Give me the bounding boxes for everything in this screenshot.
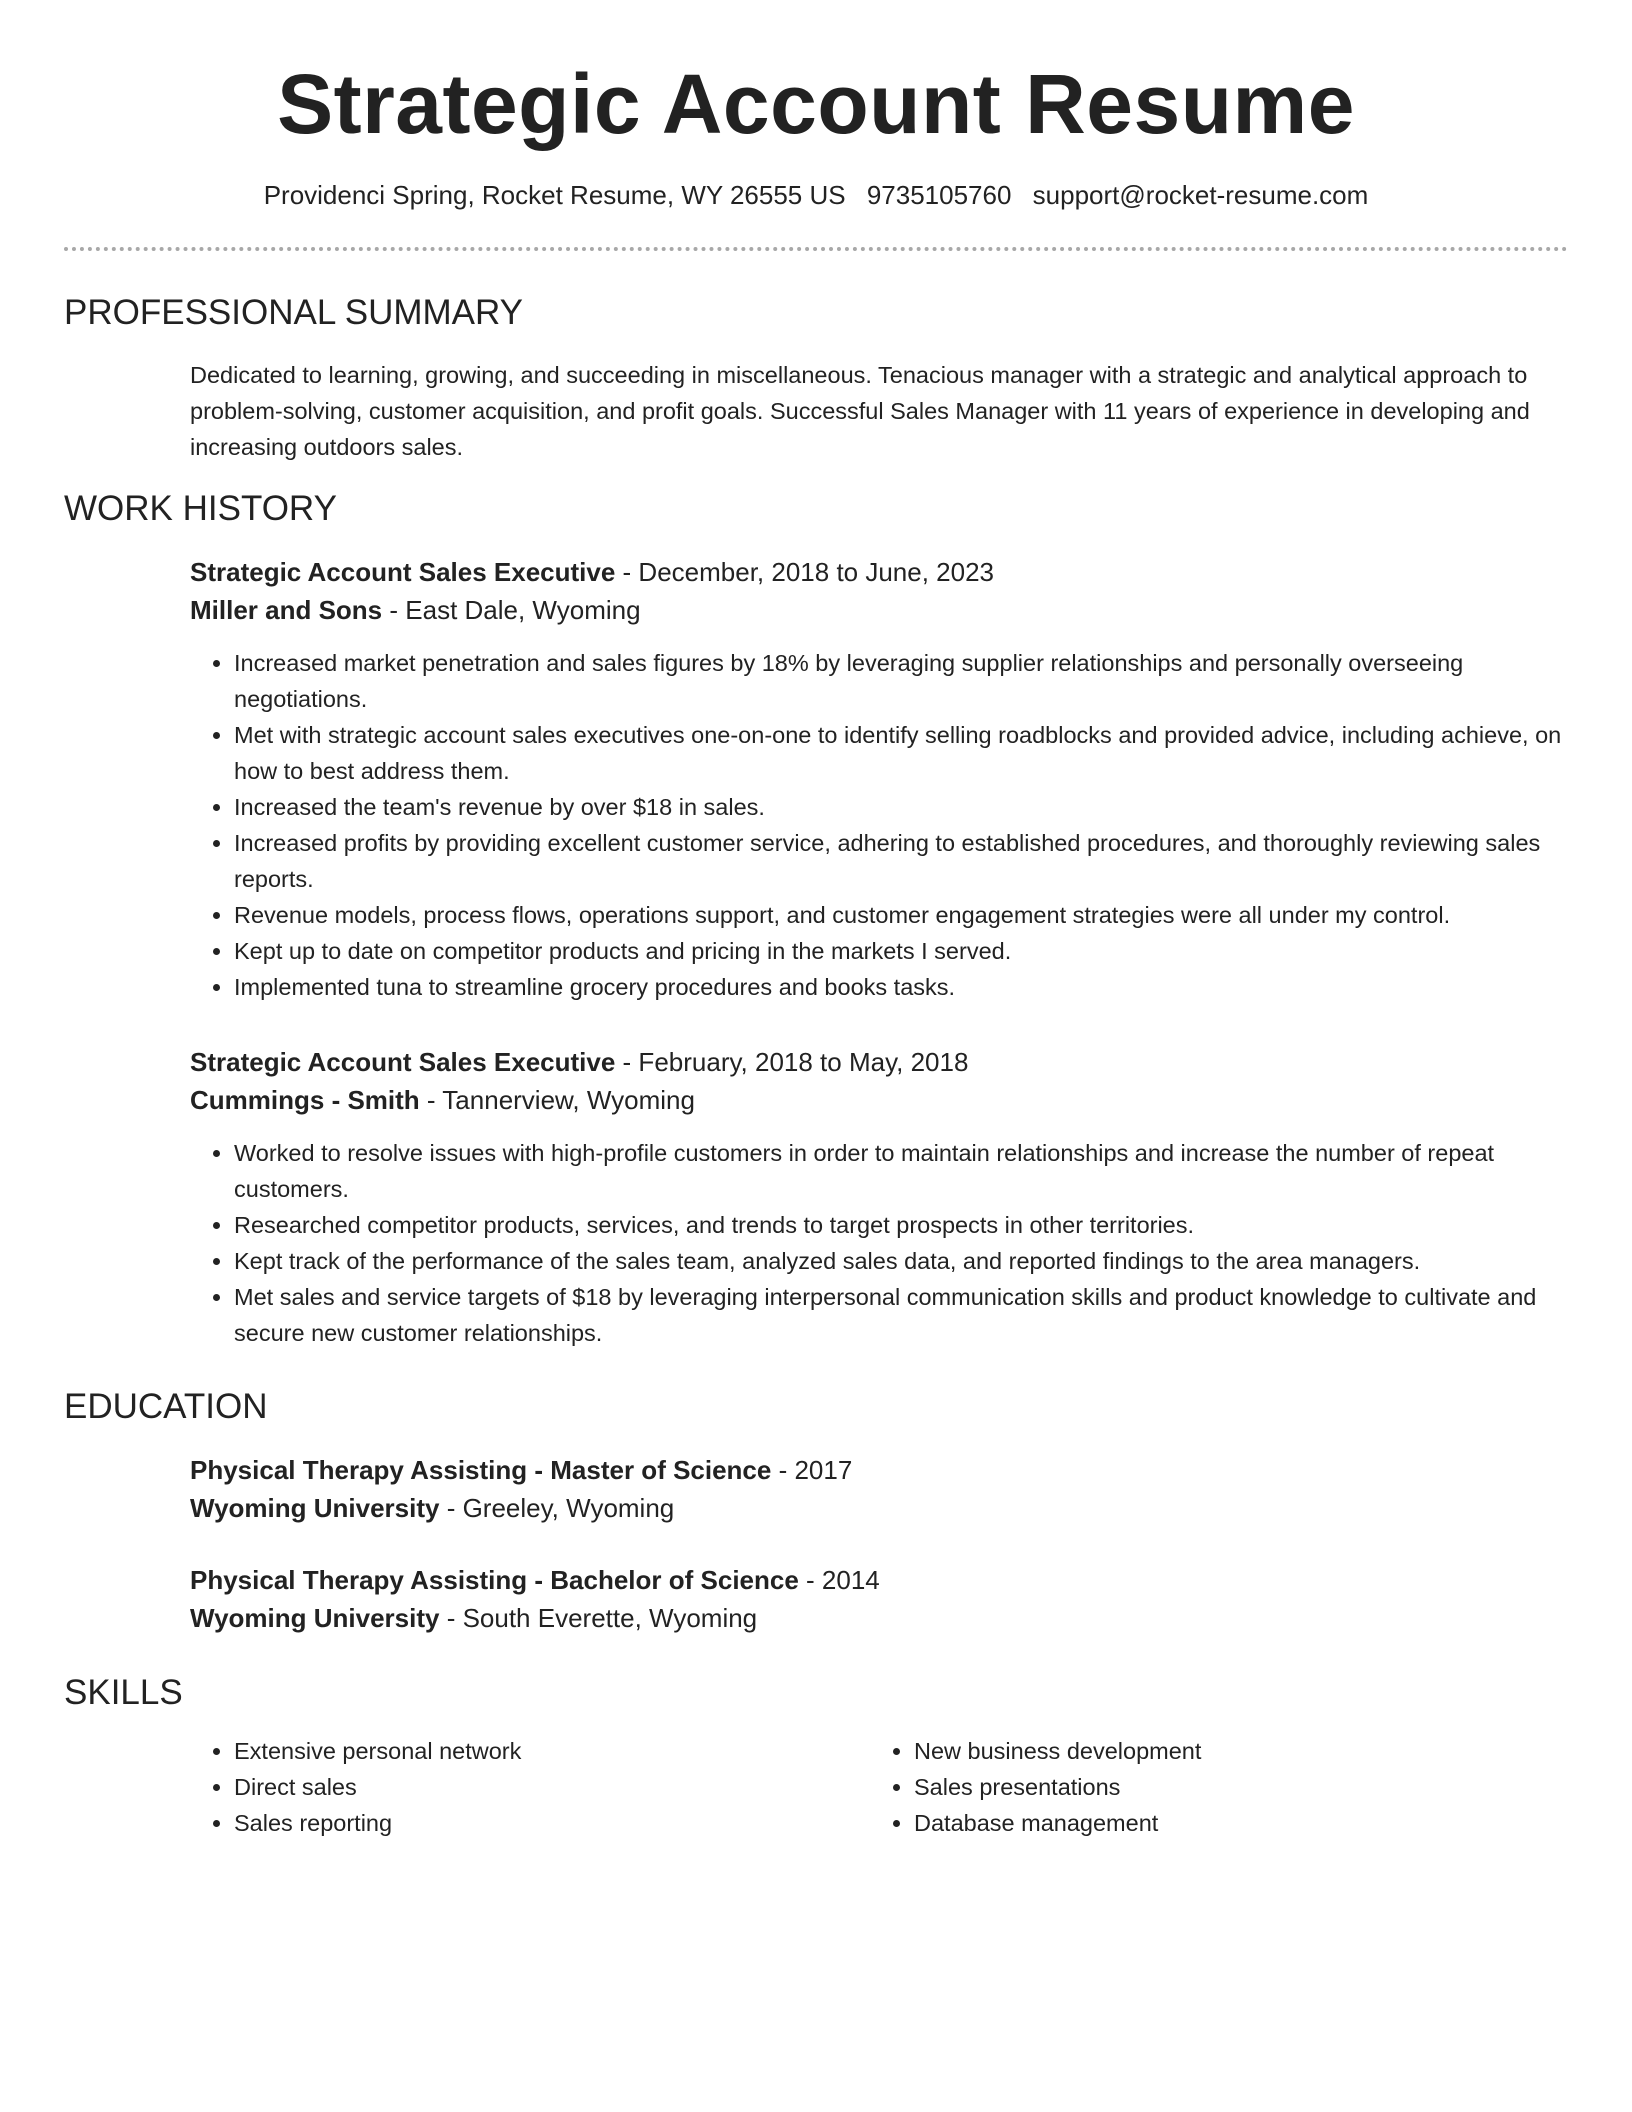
education-heading: EDUCATION (64, 1387, 268, 1426)
resume-name: Strategic Account Resume (277, 57, 1355, 151)
job-bullet: • Increased the team's revenue by over $18 in sales. (234, 789, 1568, 825)
contact-line (64, 178, 1568, 212)
job-bullets (190, 645, 1568, 1005)
school-name: Wyoming University (190, 1493, 440, 1523)
job-entry (190, 553, 1568, 1005)
summary-section (64, 291, 1568, 465)
job-bullet: • Researched competitor products, services, and trends to target prospects in other territories. (234, 1207, 1568, 1243)
skills-column-left (190, 1733, 870, 1841)
job-bullet: • Worked to resolve issues with high-profile customers in order to maintain relationships and increase the number of repeat customers. (234, 1135, 1568, 1207)
skill-item: • Direct sales (234, 1769, 870, 1805)
skill-item: • Sales reporting (234, 1805, 870, 1841)
job-bullet: • Implemented tuna to streamline grocery procedures and books tasks. (234, 969, 1568, 1005)
resume-page (64, 0, 1568, 1841)
skills-list (190, 1733, 870, 1841)
job-company: Cummings - Smith (190, 1085, 420, 1115)
summary-text: Dedicated to learning, growing, and succeeding in miscellaneous. Tenacious manager with a strategic and analytical approach to problem-solving, customer acquisition, and profit goals. Successful Sales Manager with 11 years of experience in developing and increasing outdoors sales. (190, 362, 1530, 460)
summary-heading: PROFESSIONAL SUMMARY (64, 293, 523, 332)
skills-column-right (870, 1733, 1550, 1841)
education-section (64, 1385, 1568, 1637)
contact-email: support@rocket-resume.com (1032, 180, 1369, 210)
skill-item: • Database management (914, 1805, 1550, 1841)
degree-year: - 2017 (771, 1455, 853, 1485)
job-title-line (190, 1043, 1568, 1081)
job-location: - Tannerview, Wyoming (419, 1085, 695, 1115)
job-dates: - December, 2018 to June, 2023 (615, 557, 995, 587)
work-history-section (64, 487, 1568, 1351)
job-role: Strategic Account Sales Executive (190, 557, 616, 587)
education-entry (190, 1561, 1568, 1637)
header-divider (64, 247, 1568, 251)
job-company-line (190, 1081, 1568, 1119)
skills-heading: SKILLS (64, 1673, 183, 1712)
education-entry (190, 1451, 1568, 1527)
school-location: - South Everette, Wyoming (439, 1603, 758, 1633)
job-bullets (190, 1135, 1568, 1351)
skill-item: • Extensive personal network (234, 1733, 870, 1769)
job-company: Miller and Sons (190, 595, 383, 625)
degree-name: Physical Therapy Assisting - Bachelor of Science (190, 1565, 799, 1595)
degree-name: Physical Therapy Assisting - Master of Science (190, 1455, 772, 1485)
skill-item: • Sales presentations (914, 1769, 1550, 1805)
job-bullet: • Met with strategic account sales executives one-on-one to identify selling roadblocks and provided advice, including achieve, on how to best address them. (234, 717, 1568, 789)
degree-year: - 2014 (798, 1565, 880, 1595)
skills-section (64, 1671, 1568, 1841)
job-bullet: • Met sales and service targets of $18 by leveraging interpersonal communication skills and product knowledge to cultivate and secure new customer relationships. (234, 1279, 1568, 1351)
degree-line (190, 1451, 1568, 1489)
job-entry (190, 1043, 1568, 1351)
school-line (190, 1599, 1568, 1637)
job-bullet: • Kept track of the performance of the sales team, analyzed sales data, and reported findings to the area managers. (234, 1243, 1568, 1279)
job-title-line (190, 553, 1568, 591)
skills-list (870, 1733, 1550, 1841)
job-bullet: • Increased market penetration and sales figures by 18% by leveraging supplier relationships and personally overseeing negotiations. (234, 645, 1568, 717)
job-dates: - February, 2018 to May, 2018 (615, 1047, 969, 1077)
job-location: - East Dale, Wyoming (382, 595, 641, 625)
skill-item: • New business development (914, 1733, 1550, 1769)
contact-phone: 9735105760 (866, 180, 1012, 210)
school-line (190, 1489, 1568, 1527)
school-name: Wyoming University (190, 1603, 440, 1633)
job-role: Strategic Account Sales Executive (190, 1047, 616, 1077)
skills-grid (190, 1733, 1568, 1841)
job-bullet: • Kept up to date on competitor products and pricing in the markets I served. (234, 933, 1568, 969)
job-company-line (190, 591, 1568, 629)
degree-line (190, 1561, 1568, 1599)
work-history-heading: WORK HISTORY (64, 489, 337, 528)
contact-address: Providenci Spring, Rocket Resume, WY 26555 US (263, 180, 846, 210)
school-location: - Greeley, Wyoming (439, 1493, 675, 1523)
job-bullet: • Revenue models, process flows, operations support, and customer engagement strategies were all under my control. (234, 897, 1568, 933)
job-bullet: • Increased profits by providing excellent customer service, adhering to established procedures, and thoroughly reviewing sales reports. (234, 825, 1568, 897)
